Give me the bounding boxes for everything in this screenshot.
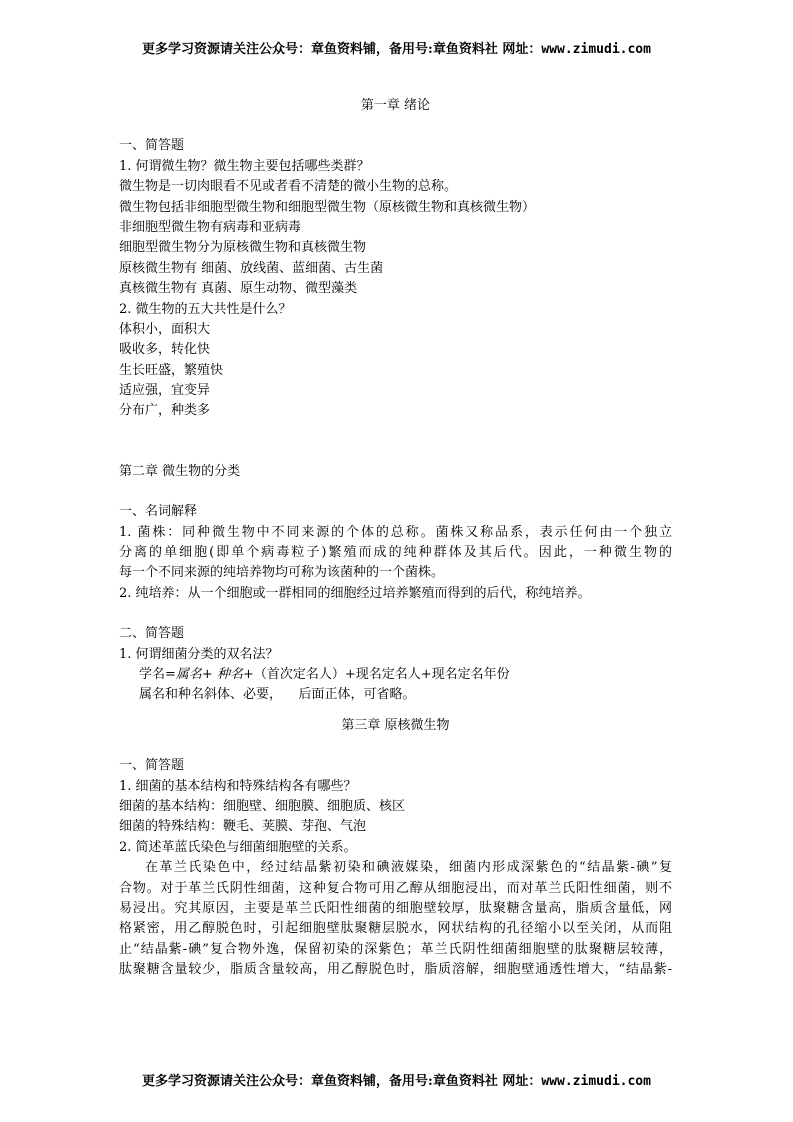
ch1-answer-1-line: 真核微生物有 真菌、原生动物、微型藻类 — [119, 281, 358, 297]
ch3-paragraph-line: 格紧密，用乙醇脱色时，引起细胞壁肽聚糖层脱水，网状结构的孔径缩小以至关闭，从而阻 — [119, 921, 672, 937]
ch3-paragraph-line: 合物。对于革兰氏阴性细菌，这种复合物可用乙醇从细胞浸出，而对革兰氏阳性细菌，则不 — [119, 880, 672, 896]
ch1-answer-2-line: 生长旺盛，繁殖快 — [119, 362, 224, 378]
ch1-question-1: 1. 何谓微生物？微生物主要包括哪些类群？ — [119, 158, 370, 174]
ch2-question-1: 1. 何谓细菌分类的双名法？ — [119, 646, 279, 662]
ch3-question-1: 1. 细菌的基本结构和特殊结构各有哪些？ — [119, 778, 357, 794]
ch2-term-1-line: 1. 菌株：同种微生物中不同来源的个体的总称。菌株又称品系，表示任何由一个独立 — [119, 524, 672, 540]
ch2-term-1-line: 分离的单细胞(即单个病毒粒子)繁殖而成的纯种群体及其后代。因此，一种微生物的 — [119, 545, 672, 561]
footer-banner-url[interactable]: www.zimudi.com — [541, 1074, 651, 1089]
ch3-answer-1-line: 细菌的特殊结构：鞭毛、荚膜、芽孢、气泡 — [119, 819, 367, 835]
header-banner-text: 更多学习资源请关注公众号：章鱼资料铺，备用号:章鱼资料社 网址： — [142, 42, 542, 57]
chapter-1-title: 第一章 绪论 — [360, 98, 431, 113]
document-body — [119, 96, 672, 981]
formula-genus: 属名 — [175, 667, 202, 683]
ch2-binomial-formula — [119, 665, 672, 685]
ch2-note: 属名和种名斜体、必要， 后面正体，可省略。 — [139, 687, 416, 703]
formula-rest: +（首次定名人）+现名定名人+现名定名年份 — [242, 667, 510, 683]
chapter-3-title: 第三章 原核微生物 — [341, 717, 450, 733]
ch2-term-2: 2. 纯培养：从一个细胞或一群相同的细胞经过培养繁殖而得到的后代，称纯培养。 — [119, 585, 591, 601]
ch2-section-1-heading: 一、名词解释 — [119, 504, 198, 520]
ch3-paragraph-line: 肽聚糖含量较少，脂质含量较高，用乙醇脱色时，脂质溶解，细胞壁通透性增大，“结晶紫- — [119, 962, 672, 978]
ch1-answer-1-line: 非细胞型微生物有病毒和亚病毒 — [119, 219, 302, 235]
formula-species: 种名 — [216, 667, 243, 683]
ch1-answer-1-line: 原核微生物有 细菌、放线菌、蓝细菌、古生菌 — [119, 260, 384, 276]
ch1-answer-1-line: 微生物是一切肉眼看不见或者看不清楚的微小生物的总称。 — [119, 179, 458, 195]
header-banner-url[interactable]: www.zimudi.com — [541, 42, 651, 57]
ch1-answer-2-line: 体积小，面积大 — [119, 321, 211, 337]
ch3-section-heading: 一、简答题 — [119, 758, 185, 774]
ch2-section-2-heading: 二、简答题 — [119, 626, 185, 642]
footer-banner-text: 更多学习资源请关注公众号：章鱼资料铺，备用号:章鱼资料社 网址： — [142, 1074, 542, 1089]
ch1-question-2: 2. 微生物的五大共性是什么？ — [119, 301, 292, 317]
ch3-question-2: 2. 简述革蓝氏染色与细菌细胞壁的关系。 — [119, 839, 357, 855]
ch1-answer-2-line: 吸收多，转化快 — [119, 342, 211, 358]
ch3-paragraph-line: 易浸出。究其原因，主要是革兰氏阳性细菌的细胞壁较厚，肽聚糖含量高，脂质含量低，网 — [119, 900, 672, 916]
ch3-paragraph-line: 在革兰氏染色中，经过结晶紫初染和碘液媒染，细菌内形成深紫色的“结晶紫-碘”复 — [145, 860, 672, 876]
formula-plus: + — [201, 667, 217, 683]
ch2-term-1-line: 每一个不同来源的纯培养物均可称为该菌种的一个菌株。 — [119, 565, 445, 581]
ch1-answer-1-line: 细胞型微生物分为原核微生物和真核微生物 — [119, 240, 367, 256]
chapter-2-title: 第二章 微生物的分类 — [119, 463, 241, 479]
ch1-answer-2-line: 适应强，宜变异 — [119, 383, 211, 399]
ch1-answer-2-line: 分布广，种类多 — [119, 403, 211, 419]
ch3-answer-1-line: 细菌的基本结构：细胞壁、细胞膜、细胞质、核区 — [119, 798, 406, 814]
header-banner — [0, 38, 793, 57]
ch3-paragraph-line: 止“结晶紫-碘”复合物外逸，保留初染的深紫色；革兰氏阴性细菌细胞壁的肽聚糖层较薄， — [119, 941, 672, 957]
footer-banner — [0, 1070, 793, 1089]
formula-prefix: 学名= — [139, 667, 176, 683]
ch1-answer-1-line: 微生物包括非细胞型微生物和细胞型微生物（原核微生物和真核微生物） — [119, 199, 536, 215]
ch1-section-heading: 一、简答题 — [119, 138, 185, 154]
